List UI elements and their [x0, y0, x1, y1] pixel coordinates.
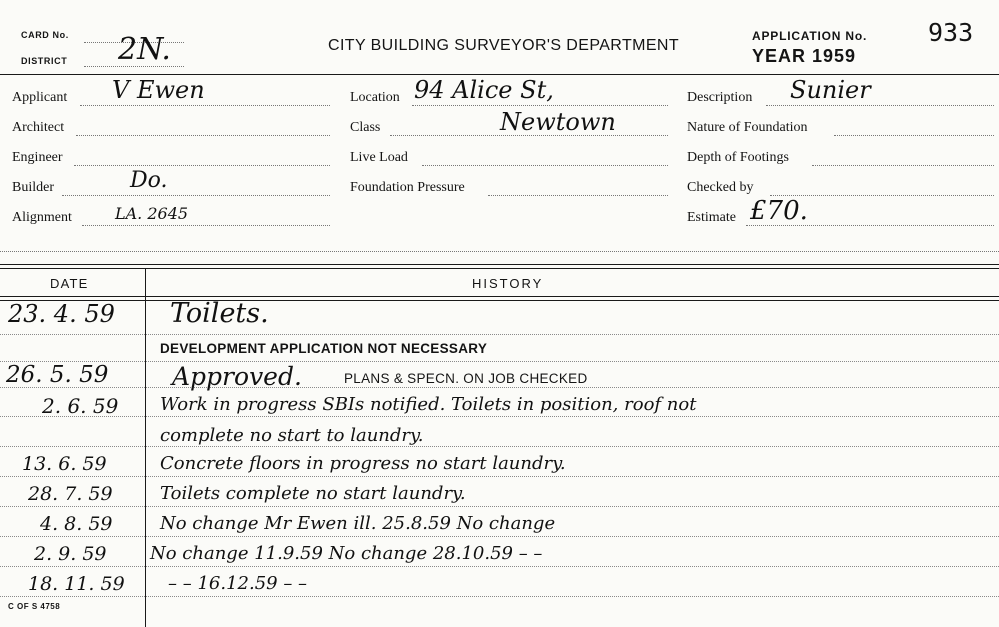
location-value: 94 Alice St, [414, 76, 554, 104]
history-text: complete no start to laundry. [160, 425, 424, 446]
row-rule [0, 416, 999, 417]
builder-line [62, 195, 330, 196]
history-date: 28. 7. 59 [28, 483, 113, 505]
description-label: Description [687, 90, 753, 105]
plans-checked-stamp: PLANS & SPECN. ON JOB CHECKED [344, 371, 588, 386]
applicant-label: Applicant [12, 90, 68, 105]
district-value: 2N. [118, 32, 171, 67]
class-value: Newtown [500, 108, 616, 136]
engineer-line [74, 165, 330, 166]
history-text: Approved. [172, 362, 302, 391]
checked-by-label: Checked by [687, 180, 754, 195]
estimate-value: £70. [750, 196, 808, 226]
date-header: DATE [50, 276, 89, 291]
department-title: CITY BUILDING SURVEYOR'S DEPARTMENT [328, 37, 680, 54]
depth-of-footings-label: Depth of Footings [687, 150, 789, 165]
application-number: 933 [928, 18, 974, 47]
history-date: 18. 11. 59 [28, 573, 125, 595]
year-label: YEAR 1959 [752, 46, 857, 66]
history-top-rule [0, 264, 999, 265]
history-text: Concrete floors in progress no start laundry. [160, 453, 566, 474]
history-text: No change 11.9.59 No change 28.10.59 – – [150, 543, 543, 564]
header-divider [0, 74, 999, 75]
fields-bottom-line [0, 251, 999, 252]
nature-of-foundation-label: Nature of Foundation [687, 120, 808, 135]
applicant-line [80, 105, 330, 106]
row-rule [0, 334, 999, 335]
nature-of-foundation-line [834, 135, 994, 136]
architect-label: Architect [12, 120, 65, 135]
history-text: Toilets. [170, 298, 269, 329]
history-text: Toilets complete no start laundry. [160, 483, 466, 504]
builder-label: Builder [12, 180, 54, 195]
history-text: Work in progress SBIs notified. Toilets in position, roof not [160, 394, 697, 415]
row-rule [0, 361, 999, 362]
history-header-bottom-rule [0, 296, 999, 297]
estimate-label: Estimate [687, 210, 736, 225]
live-load-label: Live Load [350, 150, 408, 165]
alignment-line [82, 225, 330, 226]
location-label: Location [350, 90, 400, 105]
district-label: DISTRICT [21, 56, 68, 66]
form-code: C OF S 4758 [8, 602, 61, 611]
builder-value: Do. [130, 168, 168, 193]
history-header: HISTORY [472, 276, 544, 291]
card-no-label: CARD No. [21, 30, 69, 40]
history-top-rule-2 [0, 268, 999, 269]
history-date: 13. 6. 59 [22, 453, 107, 475]
alignment-label: Alignment [12, 210, 72, 225]
description-line [766, 105, 994, 106]
description-value: Sunier [790, 76, 871, 104]
history-date: 4. 8. 59 [40, 513, 113, 535]
depth-of-footings-line [812, 165, 994, 166]
alignment-value: LA. 2645 [115, 204, 189, 223]
location-line [412, 105, 668, 106]
history-date: 23. 4. 59 [8, 300, 115, 328]
history-date: 26. 5. 59 [6, 362, 109, 388]
history-text: – – 16.12.59 – – [168, 573, 308, 594]
history-date: 2. 9. 59 [34, 543, 107, 565]
row-rule [0, 566, 999, 567]
row-rule [0, 596, 999, 597]
applicant-value: V Ewen [112, 76, 205, 104]
row-rule [0, 476, 999, 477]
class-label: Class [350, 120, 381, 135]
foundation-pressure-line [488, 195, 668, 196]
row-rule [0, 506, 999, 507]
engineer-label: Engineer [12, 150, 63, 165]
row-rule [0, 536, 999, 537]
development-stamp: DEVELOPMENT APPLICATION NOT NECESSARY [160, 341, 488, 356]
foundation-pressure-label: Foundation Pressure [350, 180, 465, 195]
history-text: No change Mr Ewen ill. 25.8.59 No change [160, 513, 556, 534]
architect-line [76, 135, 330, 136]
row-rule [0, 387, 999, 388]
live-load-line [422, 165, 668, 166]
history-header-bottom-rule-2 [0, 300, 999, 301]
row-rule [0, 446, 999, 447]
application-label: APPLICATION No. [752, 29, 868, 43]
date-column-divider [145, 268, 146, 627]
history-date: 2. 6. 59 [42, 394, 119, 418]
